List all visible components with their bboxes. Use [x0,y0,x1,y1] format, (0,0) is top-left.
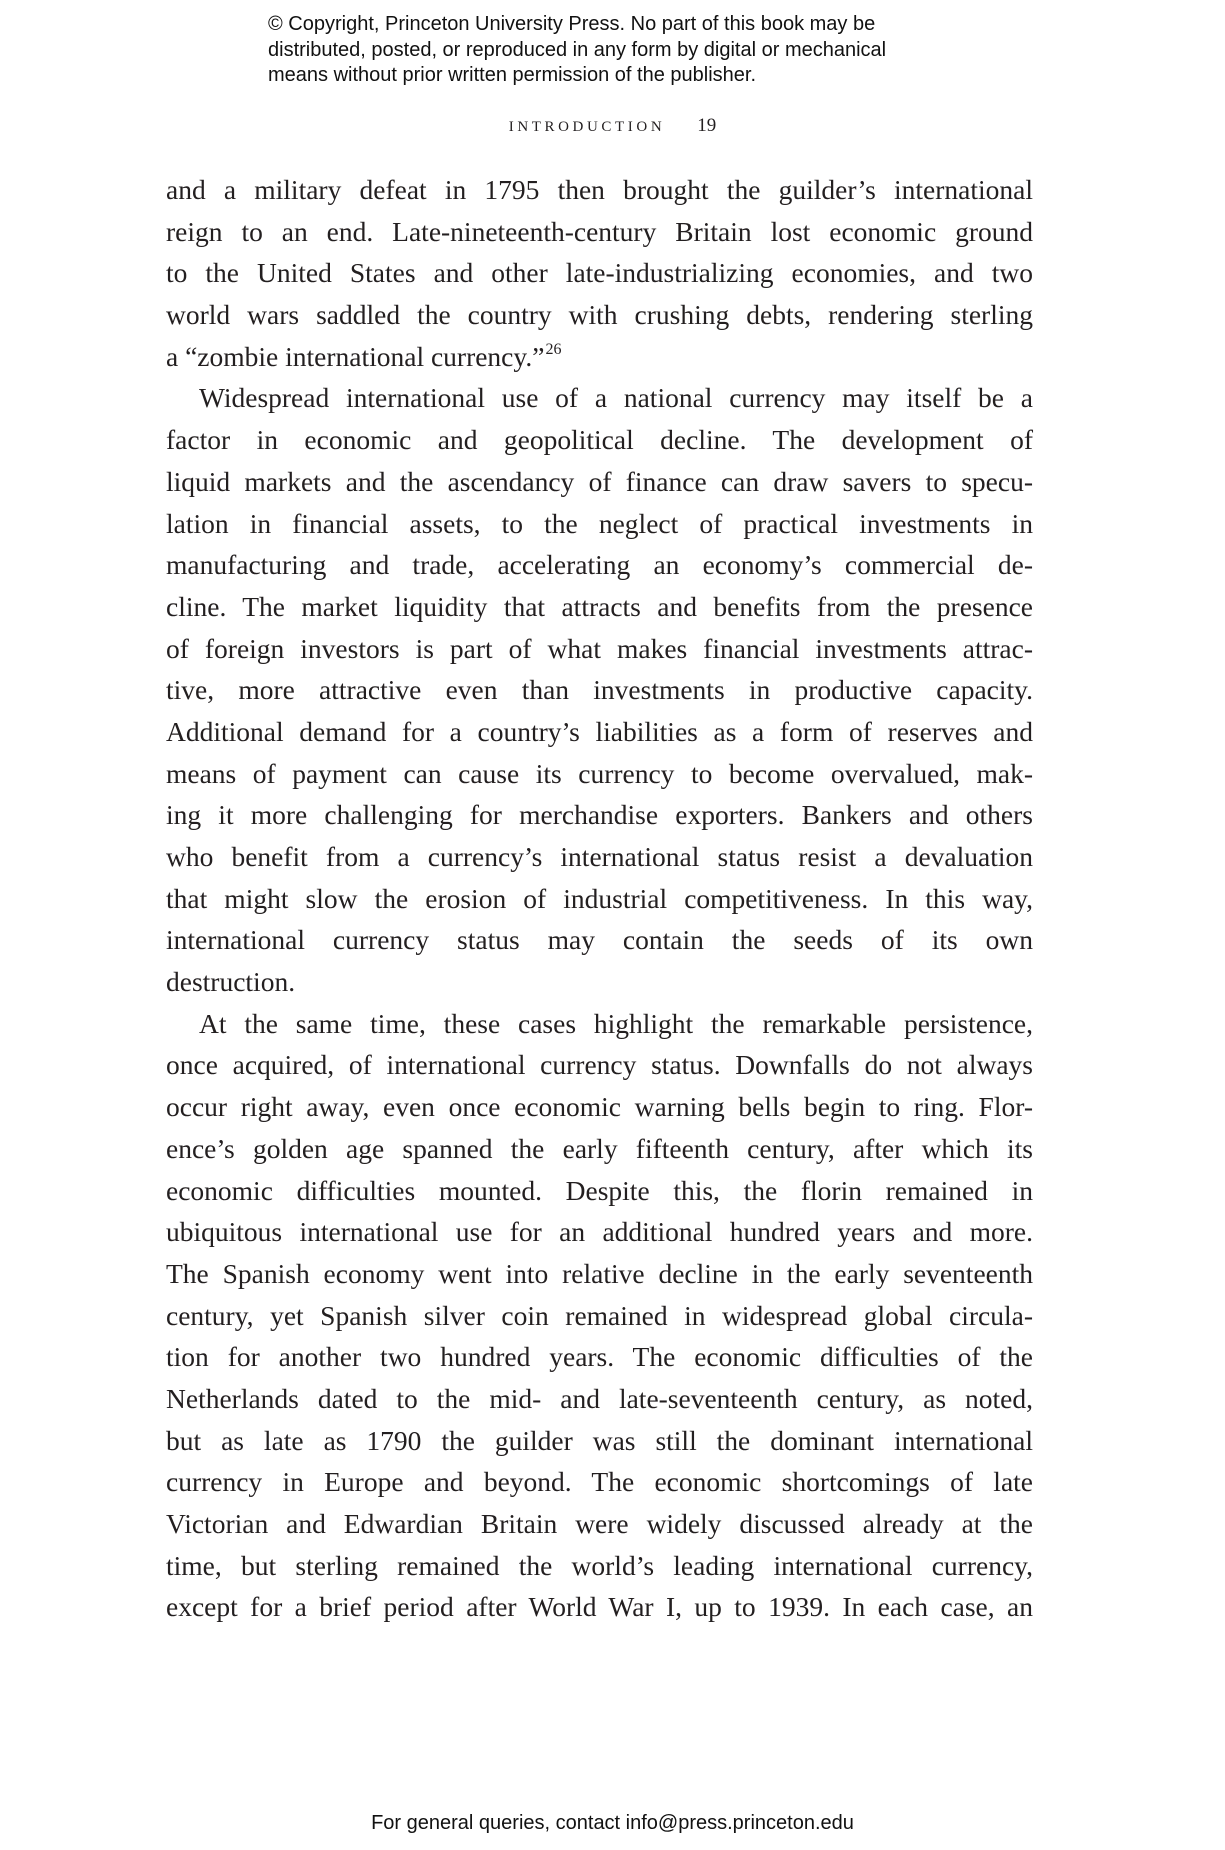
text-line: liquid markets and the ascendancy of finance can draw savers to specu- [166,465,1033,497]
text-line: of foreign investors is part of what makes financial investments attrac- [166,632,1033,664]
copyright-notice [268,12,886,89]
text-line: economic difficulties mounted. Despite this, the florin remained in [166,1174,1033,1206]
text-line-content: a “zombie international currency.” [166,340,545,372]
text-line: Netherlands dated to the mid- and late-seventeenth century, as noted, [166,1382,1033,1414]
text-line: Widespread international use of a national currency may itself be a [199,382,1033,414]
page-number: 19 [697,115,717,136]
text-line: that might slow the erosion of industrial competitiveness. In this way, [166,882,1033,914]
text-line: At the same time, these cases highlight the remarkable persistence, [199,1007,1033,1039]
text-line: lation in financial assets, to the neglect of practical investments in [166,507,1033,539]
text-line: except for a brief period after World War I, up to 1939. In each case, an [166,1591,1033,1623]
text-line: ence’s golden age spanned the early fifteenth century, after which its [166,1132,1033,1164]
text-line: who benefit from a currency’s international status resist a devaluation [166,841,1033,872]
paragraph [166,377,1033,1002]
text-line: world wars saddled the country with crushing debts, rendering sterling [166,299,1033,331]
text-line: The Spanish economy went into relative decline in the early seventeenth [166,1257,1033,1289]
paragraph [166,169,1033,377]
text-line: and a military defeat in 1795 then brought the guilder’s international [166,174,1033,205]
text-line: time, but sterling remained the world’s leading international currency, [166,1549,1033,1581]
text-line: to the United States and other late-industrializing economies, and two [166,257,1033,289]
copyright-line: means without prior written permission of the publisher. [268,64,757,86]
text-line: once acquired, of international currency status. Downfalls do not always [166,1049,1033,1081]
text-line: reign to an end. Late-nineteenth-century Britain lost economic ground [166,215,1033,247]
text-line [166,336,1033,378]
text-line: Victorian and Edwardian Britain were widely discussed already at the [166,1508,1033,1539]
text-line: international currency status may contain the seeds of its own [166,924,1033,956]
body-text [166,169,1033,1628]
text-line: tive, more attractive even than investments in productive capacity. [166,674,1033,706]
text-line: Additional demand for a country’s liabilities as a form of reserves and [166,715,1033,747]
text-line: manufacturing and trade, accelerating an economy’s commercial de- [166,549,1033,581]
text-line: but as late as 1790 the guilder was still the dominant international [166,1424,1033,1456]
copyright-line: © Copyright, Princeton University Press. No part of this book may be [268,13,876,35]
running-head [0,115,1225,137]
paragraph [166,1003,1033,1628]
text-line: tion for another two hundred years. The economic difficulties of the [166,1341,1033,1373]
text-line: cline. The market liquidity that attracts and benefits from the presence [166,590,1033,622]
copyright-line: distributed, posted, or reproduced in any form by digital or mechanical [268,38,887,61]
text-line: ubiquitous international use for an additional hundred years and more. [166,1216,1033,1248]
text-line: century, yet Spanish silver coin remained in widespread global circula- [166,1299,1033,1331]
text-line: means of payment can cause its currency to become overvalued, mak- [166,757,1033,789]
footer-contact: For general queries, contact info@press.princeton.edu [371,1812,854,1834]
text-line: destruction. [166,966,296,998]
text-line: ing it more challenging for merchandise exporters. Bankers and others [166,799,1033,831]
text-line: occur right away, even once economic warning bells begin to ring. Flor- [166,1091,1033,1123]
text-line: currency in Europe and beyond. The economic shortcomings of late [166,1466,1033,1498]
footnote-reference[interactable]: 26 [545,340,562,358]
running-head-section: INTRODUCTION [508,119,666,135]
text-line: factor in economic and geopolitical decline. The development of [166,424,1033,456]
